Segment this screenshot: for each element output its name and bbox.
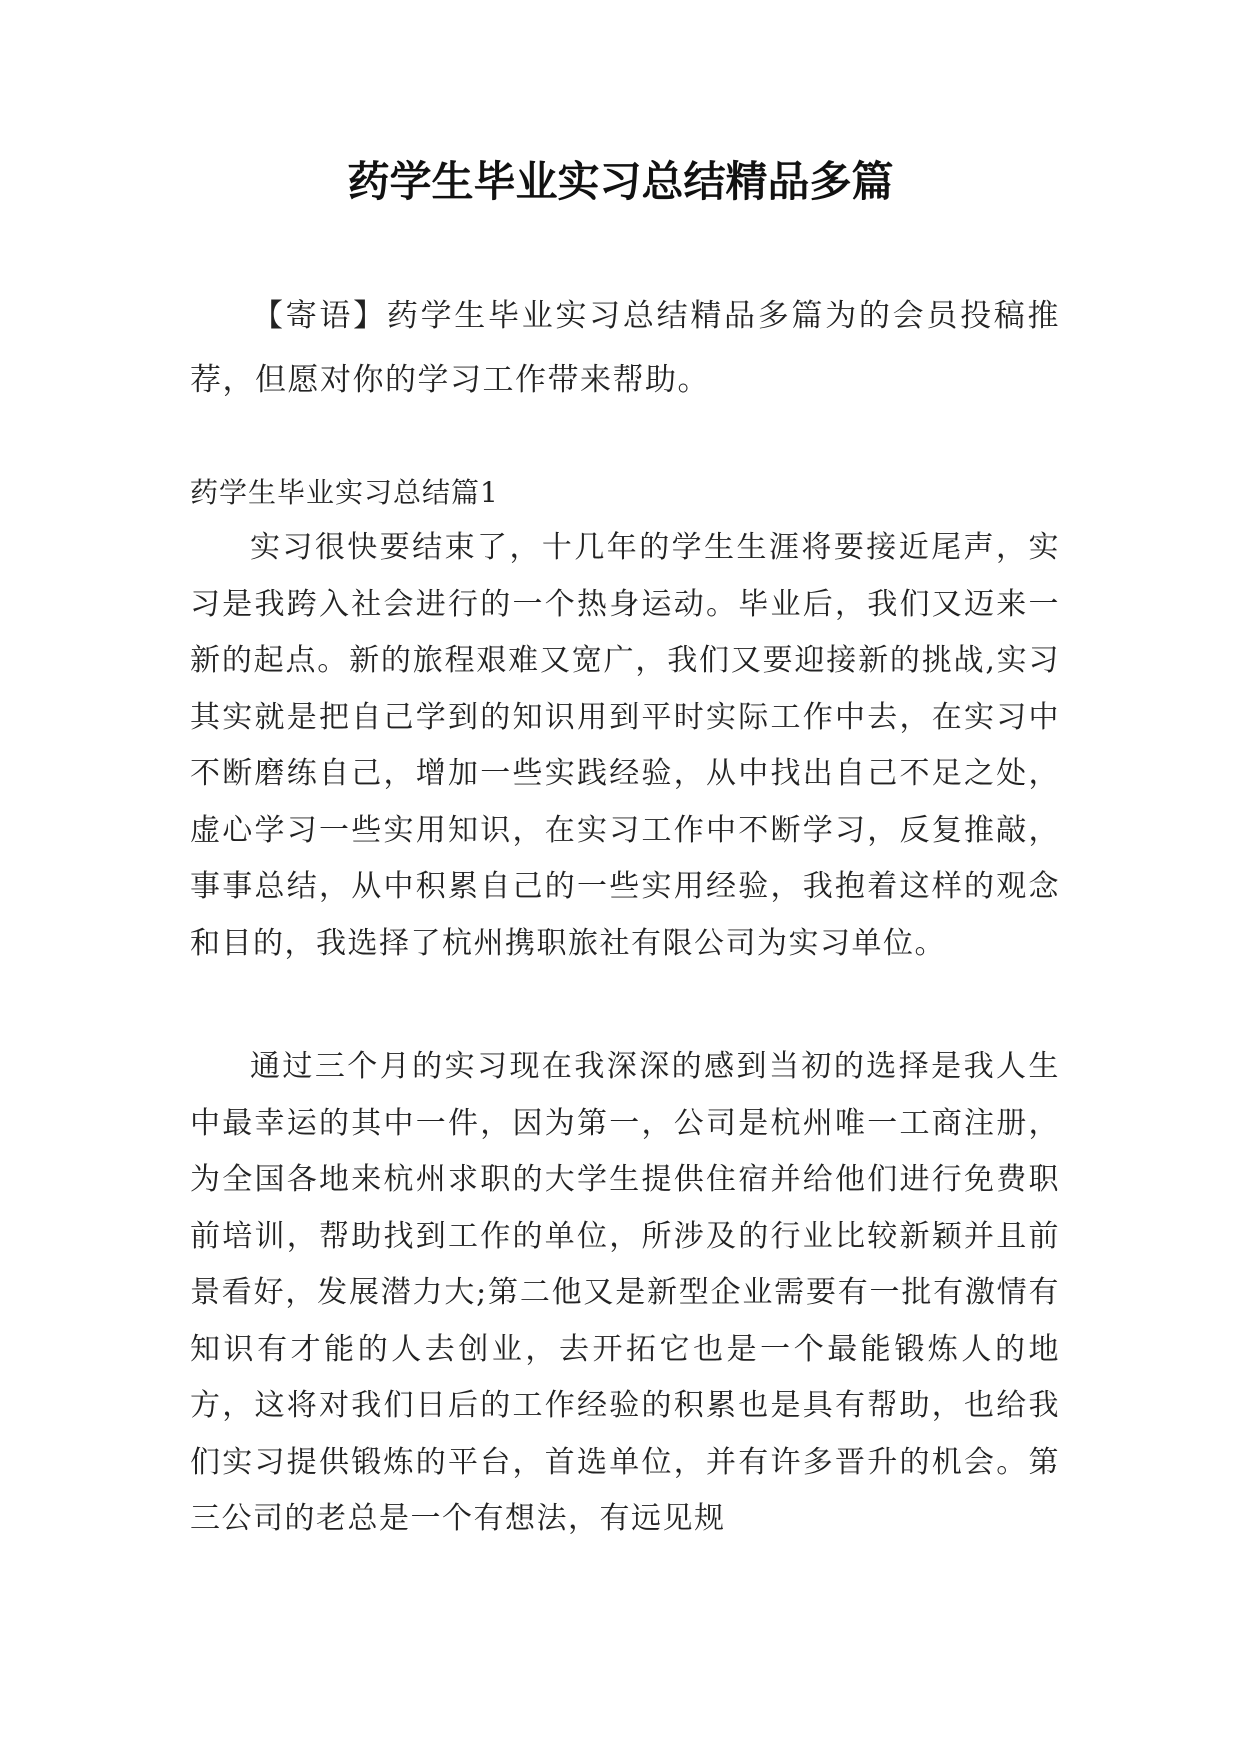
section-heading: 药学生毕业实习总结篇1 [190, 476, 499, 509]
body-paragraph: 通过三个月的实习现在我深深的感到当初的选择是我人生中最幸运的其中一件，因为第一，公司是杭州唯一工商注册，为全国各地来杭州求职的大学生提供住宿并给他们进行免费职前培训，帮助找到工作的单位，所涉及的行业比较新颖并且前景看好，发展潜力大;第二他又是新型企业需要有一批有激情有知识有才能的人去创业，去开拓它也是一个最能锻炼人的地方，这将对我们日后的工作经验的积累也是具有帮助，也给我们实习提供锻炼的平台，首选单位，并有许多晋升的机会。第三公司的老总是一个有想法，有远见规 [190, 1049, 1060, 1536]
body-paragraph: 实习很快要结束了，十几年的学生生涯将要接近尾声，实习是我跨入社会进行的一个热身运动。毕业后，我们又迈来一新的起点。新的旅程艰难又宽广，我们又要迎接新的挑战,实习其实就是把自己学到的知识用到平时实际工作中去，在实习中不断磨练自己，增加一些实践经验，从中找出自己不足之处，虚心学习一些实用知识，在实习工作中不断学习，反复推敲，事事总结，从中积累自己的一些实用经验，我抱着这样的观念和目的，我选择了杭州携职旅社有限公司为实习单位。 [190, 530, 1060, 961]
intro-paragraph: 【寄语】药学生毕业实习总结精品多篇为的会员投稿推荐，但愿对你的学习工作带来帮助。 [190, 298, 1060, 398]
document-title: 药学生毕业实习总结精品多篇 [347, 157, 894, 206]
